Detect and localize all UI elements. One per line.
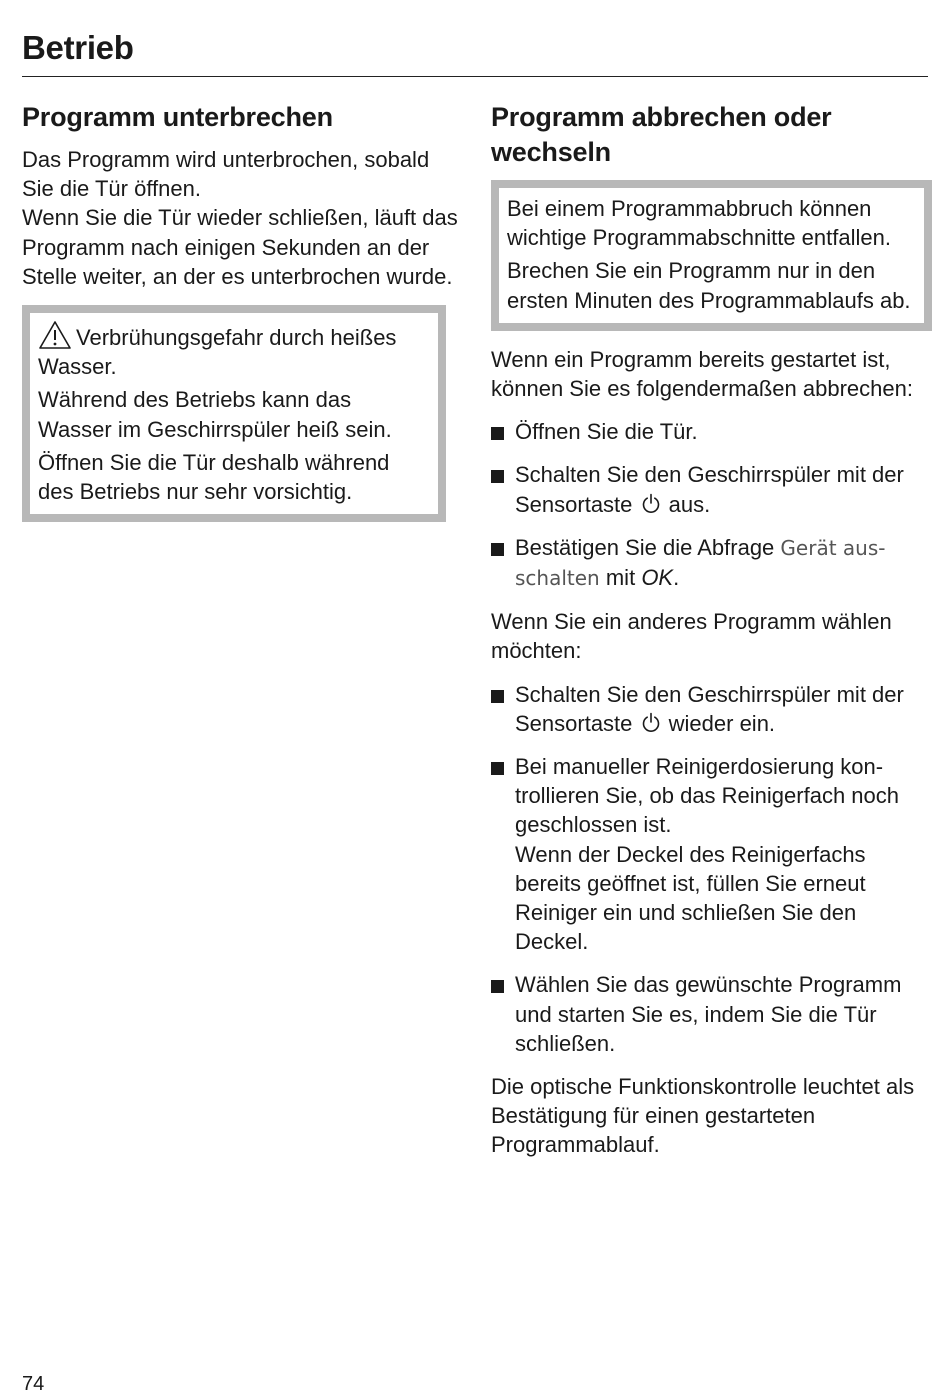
square-bullet-icon (491, 690, 504, 703)
section-abort-change-program (491, 100, 931, 1160)
step-text: aus. (668, 491, 711, 517)
warning-box (22, 305, 446, 522)
power-icon (641, 712, 661, 734)
step-text: mit (605, 565, 636, 591)
warning-title: Verbrühungsgefahr durch heißes Wasser. (38, 325, 397, 380)
list-item (491, 680, 931, 738)
step-text: wieder ein. (668, 710, 776, 736)
square-bullet-icon (491, 762, 504, 775)
step-text: Wenn der Deckel des Reinigerfachs bereits geöffnet ist, füllen Sie erneut Reiniger ein und schließen Sie den Deckel. (515, 841, 866, 955)
display-message-text: Gerät ausschalten (515, 535, 886, 591)
paragraph-interrupt-2: Wenn Sie die Tür wieder schließen, läuft das Programm nach einigen Sekunden an der Stelle weiter, an der es unterbrochen wurde. (22, 205, 458, 289)
list-item (491, 752, 931, 956)
list-item (491, 533, 931, 593)
paragraph-change-intro: Wenn Sie ein anderes Programm wählen möchten: (491, 609, 892, 664)
step-text: Bei manueller Reinigerdosierung kontrollieren Sie, ob das Reinigerfach noch geschlossen ist. (515, 754, 900, 838)
section-heading-interrupt: Programm unterbrechen (22, 102, 333, 132)
step-text-end: . (673, 565, 680, 591)
square-bullet-icon (491, 543, 504, 556)
info-line-1: Bei einem Programmabbruch können wichtige Programmabschnitte entfallen. (507, 196, 891, 251)
info-box (491, 180, 932, 331)
paragraph-interrupt-1: Das Programm wird unterbrochen, sobald Sie die Tür öffnen. (22, 147, 430, 202)
square-bullet-icon (491, 980, 504, 993)
warning-line-2: Öffnen Sie die Tür deshalb während des Betriebs nur sehr vorsichtig. (38, 449, 390, 505)
square-bullet-icon (491, 470, 504, 483)
paragraph-abort-intro: Wenn ein Programm bereits gestartet ist, können Sie es folgendermaßen abbrechen: (491, 346, 913, 402)
warning-title-line (38, 320, 430, 381)
page-header (22, 28, 928, 77)
list-item (491, 460, 931, 518)
step-text: Wählen Sie das gewünschte Programm und starten Sie es, indem Sie die Tür schließen. (515, 972, 902, 1056)
power-icon (641, 493, 661, 515)
step-text: Bestätigen Sie die Abfrage (515, 534, 775, 560)
section-interrupt-program (22, 100, 462, 522)
step-text: Schalten Sie den Geschirrspüler mit der Sensortaste (515, 462, 904, 517)
abort-steps-list (491, 417, 931, 593)
paragraph-closing: Die optische Funktionskontrolle leuchtet als Bestätigung für einen gestarteten Programmablauf. (491, 1074, 915, 1158)
square-bullet-icon (491, 427, 504, 440)
change-steps-list (491, 680, 931, 1058)
page-title: Betrieb (22, 29, 134, 66)
info-line-2: Brechen Sie ein Programm nur in den ersten Minuten des Programmablaufs ab. (507, 258, 911, 313)
warning-triangle-icon (38, 320, 72, 350)
list-item (491, 970, 931, 1058)
step-text: Öffnen Sie die Tür. (515, 419, 698, 445)
section-heading-abort: Programm abbrechen oder wechseln (491, 102, 832, 167)
list-item (491, 417, 931, 446)
ok-label: OK (641, 565, 674, 591)
step-text: Schalten Sie den Geschirrspüler mit der Sensortaste (515, 681, 904, 736)
warning-line-1: Während des Betriebs kann das Wasser im Geschirrspüler heiß sein. (38, 387, 392, 442)
page-number: 74 (22, 1373, 45, 1395)
